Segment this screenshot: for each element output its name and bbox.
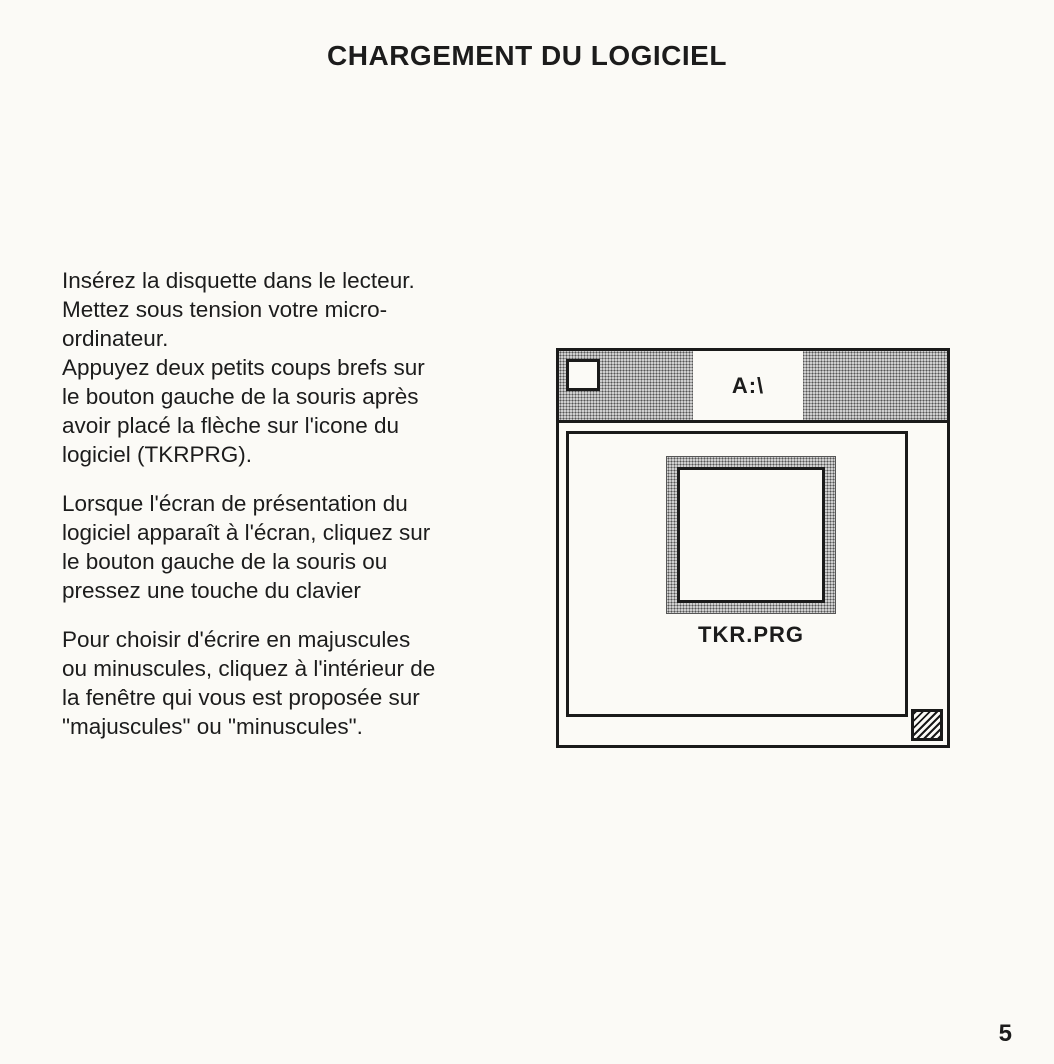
resize-box-icon <box>911 709 943 741</box>
instruction-line: avoir placé la flèche sur l'icone du <box>62 413 399 438</box>
instruction-line: Lorsque l'écran de présentation du <box>62 491 408 516</box>
instruction-line: Insérez la disquette dans le lecteur. <box>62 268 415 293</box>
instruction-paragraph-start <box>62 489 520 605</box>
program-file-icon-inner <box>677 467 825 603</box>
instruction-line: "majuscules" ou "minuscules". <box>62 714 363 739</box>
instruction-paragraph-load <box>62 266 520 469</box>
instruction-line: le bouton gauche de la souris après <box>62 384 419 409</box>
instruction-line: logiciel apparaît à l'écran, cliquez sur <box>62 520 431 545</box>
instructions-text <box>62 266 520 761</box>
instruction-paragraph-case <box>62 625 520 741</box>
desktop-window-illustration <box>556 348 950 748</box>
page-title: CHARGEMENT DU LOGICIEL <box>327 40 727 71</box>
instruction-line: logiciel (TKRPRG). <box>62 442 253 467</box>
instruction-line: la fenêtre qui vous est proposée sur <box>62 685 420 710</box>
instruction-line: Mettez sous tension votre micro- <box>62 297 388 322</box>
file-icon-label: TKR.PRG <box>698 622 804 647</box>
window-title-bar <box>559 351 947 423</box>
page-number: 5 <box>998 1020 1012 1047</box>
instruction-line: le bouton gauche de la souris ou <box>62 549 388 574</box>
instruction-line: ou minuscules, cliquez à l'intérieur de <box>62 656 436 681</box>
instruction-line: Appuyez deux petits coups brefs sur <box>62 355 425 380</box>
window-title: A:\ <box>693 351 803 420</box>
instruction-line: ordinateur. <box>62 326 169 351</box>
window-content-area <box>566 431 908 717</box>
close-box-icon <box>566 359 600 391</box>
instruction-line: pressez une touche du clavier <box>62 578 361 603</box>
program-file-icon <box>666 456 836 614</box>
instruction-line: Pour choisir d'écrire en majuscules <box>62 627 411 652</box>
